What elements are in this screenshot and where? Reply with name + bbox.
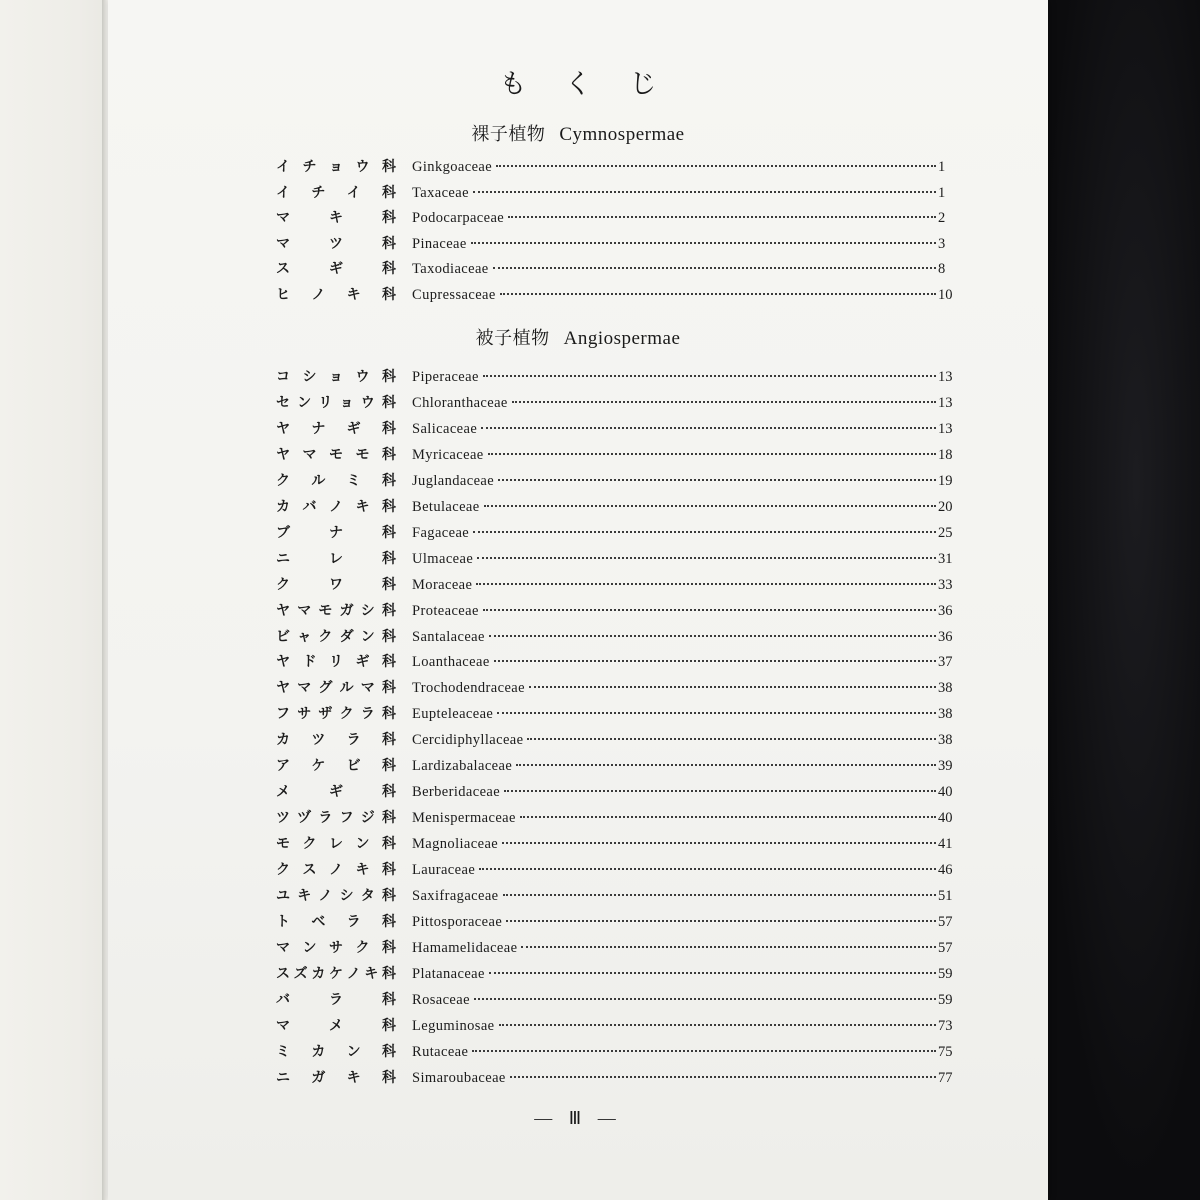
toc-entry [276, 1041, 956, 1065]
page-number: 36 [938, 628, 953, 645]
dot-leader [481, 426, 936, 429]
toc-entry [276, 807, 956, 831]
page-number: 59 [938, 965, 953, 982]
toc-entry [276, 233, 956, 257]
family-name-latin: Fagaceae [412, 524, 470, 541]
family-name-latin: Taxodiaceae [412, 261, 489, 277]
toc-entry [276, 574, 956, 598]
page-number: 39 [938, 758, 953, 775]
toc-entry [276, 703, 956, 727]
page-number: 10 [938, 286, 953, 303]
family-name-jp: ヤ ド リ ギ 科 [276, 654, 396, 671]
family-name-latin: Ulmaceae [412, 550, 474, 567]
dot-leader [472, 1049, 936, 1052]
family-name-jp: ヤ マ グ ル マ 科 [276, 680, 396, 697]
family-name-jp: ク ル ミ 科 [276, 472, 396, 489]
toc-entry [276, 444, 956, 468]
gymnosperm-heading [108, 120, 1048, 146]
page-number: 33 [938, 576, 953, 593]
family-name-jp: カ ツ ラ 科 [276, 732, 396, 749]
toc-entry [276, 885, 956, 909]
family-name-latin: Rosaceae [412, 991, 470, 1008]
dot-leader [502, 841, 936, 844]
toc-entry [276, 207, 956, 231]
dot-leader [493, 266, 936, 269]
page-number: 19 [938, 472, 953, 489]
book-page [108, 0, 1048, 1200]
page-title: もくじ [499, 69, 695, 100]
toc-entry [276, 729, 956, 753]
family-name-latin: Taxaceae [412, 184, 469, 201]
dot-leader [516, 763, 936, 766]
family-name-latin: Simaroubaceae [412, 1069, 506, 1086]
page-number: 41 [938, 836, 953, 853]
dot-leader [504, 789, 936, 792]
toc-entry [276, 418, 956, 442]
family-name-jp: ス ズ カ ケ ノ キ 科 [276, 965, 396, 982]
family-name-latin: Ginkgoaceae [412, 159, 493, 175]
toc-entry [276, 1015, 956, 1039]
page-number: 37 [938, 654, 953, 671]
family-name-jp: コ シ ョ ウ 科 [276, 369, 396, 385]
dot-leader [521, 945, 936, 948]
family-name-latin: Rutaceae [412, 1043, 469, 1060]
page-number: 46 [938, 862, 953, 879]
toc-entry [276, 496, 956, 520]
toc-entry [276, 182, 956, 206]
dot-leader [520, 815, 936, 818]
toc-entry [276, 392, 956, 416]
page-number: 40 [938, 784, 953, 801]
family-name-latin: Betulaceae [412, 498, 480, 515]
family-name-jp: ヤ マ モ ガ シ 科 [276, 602, 396, 619]
dot-leader [473, 190, 936, 193]
toc-entry [276, 366, 956, 390]
angiosperm-heading-lat: Angiospermae [563, 328, 681, 349]
dot-leader [527, 737, 936, 740]
dot-leader [499, 1023, 936, 1026]
page-number: 13 [938, 394, 953, 411]
family-name-jp: モ ク レ ン 科 [276, 836, 396, 853]
toc-entry [276, 1067, 956, 1091]
family-name-jp: ツ ヅ ラ フ ジ 科 [276, 810, 396, 827]
dot-leader [473, 530, 936, 533]
family-name-latin: Pinaceae [412, 235, 467, 252]
page-number: 31 [938, 550, 953, 567]
dot-leader [508, 215, 936, 218]
family-name-latin: Berberidaceae [412, 784, 501, 801]
dot-leader [489, 634, 936, 637]
toc-entry [276, 677, 956, 701]
page-number: 3 [938, 235, 946, 252]
family-name-latin: Proteaceae [412, 602, 479, 619]
family-name-jp: ヒ ノ キ 科 [276, 286, 396, 303]
family-name-jp: ビ ャ ク ダ ン 科 [276, 628, 396, 645]
page-number: 38 [938, 680, 953, 697]
family-name-latin: Piperaceae [412, 369, 479, 385]
dot-leader [496, 164, 936, 167]
dot-leader [512, 400, 936, 403]
family-name-jp: バ ラ 科 [276, 991, 396, 1008]
dark-background [1040, 0, 1200, 1200]
family-name-latin: Magnoliaceae [412, 836, 499, 853]
page-number: 73 [938, 1017, 953, 1034]
dot-leader [483, 374, 936, 377]
family-name-jp: ク ス ノ キ 科 [276, 862, 396, 879]
toc-entry [276, 258, 956, 282]
dot-leader [484, 504, 936, 507]
toc-entry [276, 284, 956, 308]
family-name-jp: ト ベ ラ 科 [276, 913, 396, 930]
family-name-jp: ミ カ ン 科 [276, 1043, 396, 1060]
dot-leader [479, 867, 936, 870]
family-name-latin: Leguminosae [412, 1017, 495, 1034]
family-name-latin: Salicaceae [412, 420, 478, 437]
family-name-latin: Myricaceae [412, 446, 484, 463]
toc-entry [276, 963, 956, 987]
page-number: 13 [938, 420, 953, 437]
family-name-jp: メ ギ 科 [276, 784, 396, 801]
dot-leader [474, 997, 936, 1000]
family-name-latin: Santalaceae [412, 628, 485, 645]
dot-leader [497, 711, 936, 714]
page-number: 77 [938, 1069, 953, 1086]
toc-entry [276, 156, 956, 180]
dot-leader [503, 893, 936, 896]
toc-entry [276, 755, 956, 779]
page-number: 57 [938, 939, 953, 956]
page-number: 1 [938, 184, 946, 201]
dot-leader [500, 292, 936, 295]
dot-leader [483, 608, 936, 611]
page-number: 20 [938, 498, 953, 515]
family-name-jp: マ キ 科 [276, 210, 396, 226]
family-name-latin: Loanthaceae [412, 654, 490, 671]
toc-entry [276, 548, 956, 572]
gymnosperm-heading-jp: 裸子植物 [471, 124, 546, 145]
angiosperm-heading [108, 324, 1048, 350]
toc-entry [276, 651, 956, 675]
family-name-jp: ユ キ ノ シ タ 科 [276, 888, 396, 904]
family-name-latin: Cercidiphyllaceae [412, 732, 524, 749]
page-number: 59 [938, 991, 953, 1008]
page-number: 25 [938, 524, 953, 541]
page-number: 1 [938, 159, 946, 175]
dot-leader [498, 478, 936, 481]
page-number: 40 [938, 810, 953, 827]
toc-entry [276, 937, 956, 961]
family-name-latin: Menispermaceae [412, 810, 516, 827]
page-number: 51 [938, 888, 953, 904]
family-name-jp: ク ワ 科 [276, 576, 396, 593]
family-name-latin: Lauraceae [412, 862, 476, 879]
dot-leader [488, 452, 936, 455]
gymnosperm-heading-lat: Cymnospermae [559, 124, 685, 145]
family-name-latin: Moraceae [412, 576, 473, 593]
family-name-latin: Saxifragaceae [412, 888, 499, 904]
family-name-latin: Platanaceae [412, 965, 485, 982]
dot-leader [476, 582, 936, 585]
family-name-jp: ア ケ ビ 科 [276, 758, 396, 775]
page-number-footer: — Ⅲ — [534, 1108, 622, 1128]
toc-entry [276, 989, 956, 1013]
family-name-jp: マ ツ 科 [276, 235, 396, 252]
page-number: 38 [938, 706, 953, 723]
toc-entry [276, 833, 956, 857]
family-name-jp: イ チ イ 科 [276, 184, 396, 201]
page-number: 36 [938, 602, 953, 619]
family-name-jp: ス ギ 科 [276, 261, 396, 277]
dot-leader [489, 971, 936, 974]
toc-entry [276, 859, 956, 883]
family-name-jp: ブ ナ 科 [276, 524, 396, 541]
page-number: 38 [938, 732, 953, 749]
page-number: 75 [938, 1043, 953, 1060]
dot-leader [477, 556, 936, 559]
dot-leader [529, 685, 936, 688]
dot-leader [494, 659, 936, 662]
angiosperm-heading-jp: 被子植物 [475, 328, 550, 349]
toc-entry [276, 470, 956, 494]
family-name-jp: カ バ ノ キ 科 [276, 498, 396, 515]
toc-entry [276, 600, 956, 624]
family-name-jp: ニ レ 科 [276, 550, 396, 567]
family-name-jp: ヤ ナ ギ 科 [276, 420, 396, 437]
family-name-jp: イ チ ョ ウ 科 [276, 159, 396, 175]
family-name-jp: ニ ガ キ 科 [276, 1069, 396, 1086]
page-number: 8 [938, 261, 946, 277]
toc-entry [276, 522, 956, 546]
family-name-latin: Juglandaceae [412, 472, 495, 489]
toc-entry [276, 781, 956, 805]
toc-entry [276, 911, 956, 935]
family-name-latin: Cupressaceae [412, 286, 496, 303]
family-name-latin: Eupteleaceae [412, 706, 494, 723]
family-name-latin: Hamamelidaceae [412, 939, 518, 956]
family-name-latin: Podocarpaceae [412, 210, 505, 226]
page-number: 2 [938, 210, 946, 226]
page-number: 13 [938, 369, 953, 385]
family-name-jp: セ ン リ ョ ウ 科 [276, 394, 396, 411]
dot-leader [510, 1075, 936, 1078]
dot-leader [506, 919, 936, 922]
toc-entry [276, 626, 956, 650]
family-name-latin: Chloranthaceae [412, 394, 508, 411]
family-name-jp: ヤ マ モ モ 科 [276, 446, 396, 463]
family-name-jp: マ ン サ ク 科 [276, 939, 396, 956]
family-name-latin: Lardizabalaceae [412, 758, 513, 775]
family-name-jp: マ メ 科 [276, 1017, 396, 1034]
page-number: 18 [938, 446, 953, 463]
dot-leader [471, 241, 936, 244]
family-name-jp: フ サ ザ ク ラ 科 [276, 706, 396, 723]
page-number: 57 [938, 913, 953, 930]
family-name-latin: Trochodendraceae [412, 680, 525, 697]
family-name-latin: Pittosporaceae [412, 913, 503, 930]
